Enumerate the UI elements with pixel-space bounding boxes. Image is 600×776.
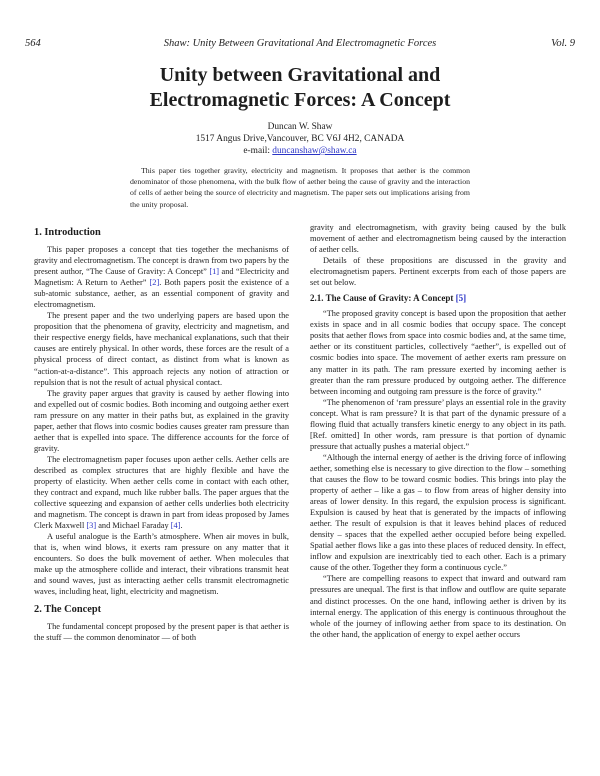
title-line-1: Unity between Gravitational and [159, 64, 441, 86]
concept-paragraph-2: Details of these propositions are discussed in the gravity and electromagnetism papers. Pertinent excerpts from each of those papers are set out below. [310, 256, 566, 288]
concept-paragraph-1: The fundamental concept proposed by the present paper is that aether is the stuff — the common denominator — of both [34, 621, 289, 642]
author-email-line [100, 145, 500, 157]
left-column [34, 226, 289, 643]
subsection-heading-cause-of-gravity: 2.1. The Cause of Gravity: A Concept [5] [310, 293, 467, 304]
email-link[interactable]: duncanshaw@shaw.ca [272, 146, 357, 156]
citation-link[interactable]: [1] [209, 267, 220, 277]
intro-paragraph-5: A useful analogue is the Earth’s atmosphere. When air moves in bulk, that is, when wind blows, it exerts ram pressure on any matter that it encounters. So does the bulk movement of aether. When molecules that make up the atmosphere collide and interact, their vibrations transmit heat and sound waves, just as interacting aether cells transmit electromagnetic waves, including heat, light, electricity and magnetism. [34, 532, 289, 597]
paper-title [60, 63, 540, 113]
author-address: 1517 Angus Drive,Vancouver, BC V6J 4H2, CANADA [195, 134, 405, 144]
intro-paragraph-4: The electromagnetism paper focuses upon aether cells. Aether cells are described as complex structures that are highly flexible and have the property of elasticity. When aether cells come in contact with each other, they contract and expand, much like rubber balls. The paper argues that the collective squeezing and expansion of aether cells underlies both electricity and magnetism. The concept is drawn in part from ideas proposed by James Clerk Maxwell [3] and Michael Faraday [4]. [34, 454, 289, 531]
intro-paragraph-3: The gravity paper argues that gravity is caused by aether flowing into and expelled out of cosmic bodies. Both incoming and outgoing aether exert ram pressure on any matter in their paths but, as explained in the gravity paper, aether that flows into cosmic bodies causes greater ram pressure than aether that is expelled into space. The difference accounts for the force of gravity. [34, 388, 289, 453]
quote-paragraph-3: “Although the internal energy of aether is the driving force of inflowing aether, something else is necessary to give direction to the flow – something that causes the flow to be toward cosmic bodies. This brings into play the property of aether – like a gas – to flow from areas of higher density into areas of lower density. In this regard, the expulsion process is significant. Expulsion is caused by heat that is generated by the impacts of inflowing aether. The result of expulsion is that it leaves behind places of reduced density – spaces that the expelled aether occupied before being expelled. Spatial aether flows like a gas into these places of reduced density. In effect, inflow and expulsion are inextricably tied to each other. Each is a primary cause of the other. Together they form a continuous cycle.” [310, 452, 566, 573]
section-heading-introduction: 1. Introduction [34, 227, 101, 238]
journal-title: Shaw: Unity Between Gravitational And Electromagnetic Forces [163, 38, 437, 49]
right-column [310, 222, 566, 640]
author-name: Duncan W. Shaw [267, 122, 333, 132]
email-label: e-mail: [243, 146, 273, 156]
citation-link[interactable]: [4] [170, 521, 181, 531]
volume-label: Vol. 9 [551, 38, 575, 49]
citation-link[interactable]: [2] [149, 278, 160, 288]
quote-paragraph-4: “There are compelling reasons to expect that inward and outward ram pressures are unequal. The first is that inflow and outflow are quite separate and distinct processes. On the one hand, inflowing aether is driven by its internal energy. The application of this energy is continuous throughout the whole of the journey of inflowing aether from space to its destination. On the other hand, the application of energy to expel aether occurs [310, 574, 566, 639]
author-block [100, 121, 500, 157]
citation-link[interactable]: [5] [455, 293, 467, 304]
concept-paragraph-1-continued: gravity and electromagnetism, with gravity being caused by the bulk movement of aether and electromagnetism being caused by the interaction of aether cells. [310, 223, 566, 255]
section-heading-concept: 2. The Concept [34, 603, 102, 615]
abstract: This paper ties together gravity, electricity and magnetism. It proposes that aether is the common denominator of those phenomena, with the bulk flow of aether being the cause of gravity and the interaction of cells of aether being the source of electricity and magnetism. The paper sets out implications arising from the unity proposal. [130, 166, 470, 209]
quote-paragraph-1: “The proposed gravity concept is based upon the proposition that aether exists in space and in all cosmic bodies that occupy space. The concept posits that aether flows from space into cosmic bodies and, at the same time, aether or its constituent particles, collectively “aether”, is expelled out of cosmic bodies into space. The movement of aether exerts ram pressure on any matter in its path. The ram pressure exerted by incoming aether is greater than the ram pressure produced by outgoing aether. The difference between incoming and outgoing ram pressure is the force of gravity.” [310, 309, 566, 396]
intro-paragraph-1: This paper proposes a concept that ties together the mechanisms of gravity and electromagnetism. The concept is drawn from two papers by the present author, “The Cause of Gravity: A Concept” [1] and “Electricity and Magnetism: A Return to Aether” [2]. Both papers posit the existence of a sub-atomic substance, aether, as an essential component of gravity and electromagnetism. [34, 245, 289, 310]
page-number: 564 [25, 38, 41, 49]
running-header [25, 37, 575, 51]
title-line-2: Electromagnetic Forces: A Concept [149, 89, 451, 111]
quote-paragraph-2: “The phenomenon of ‘ram pressure’ plays an essential role in the gravity concept. What is ram pressure? It is that part of the dynamic pressure of a flowing fluid that actually transfers kinetic energy to any object in its path. [Ref. omitted] In other words, ram pressure is that portion of dynamic pressure that actually pushes a material object.” [310, 397, 566, 451]
citation-link[interactable]: [3] [86, 521, 97, 531]
intro-paragraph-2: The present paper and the two underlying papers are based upon the proposition that the phenomena of gravity, electricity and magnetism, and their respective energy fields, have mechanical explanations, such that their causes are entirely physical. In other words, these forces are the result of a physical process of direct contact, as distinct from what is known as “action-at-a-distance”. This approach rejects any notion of attraction or repulsion that is not the result of actual physical contact. [34, 311, 289, 387]
